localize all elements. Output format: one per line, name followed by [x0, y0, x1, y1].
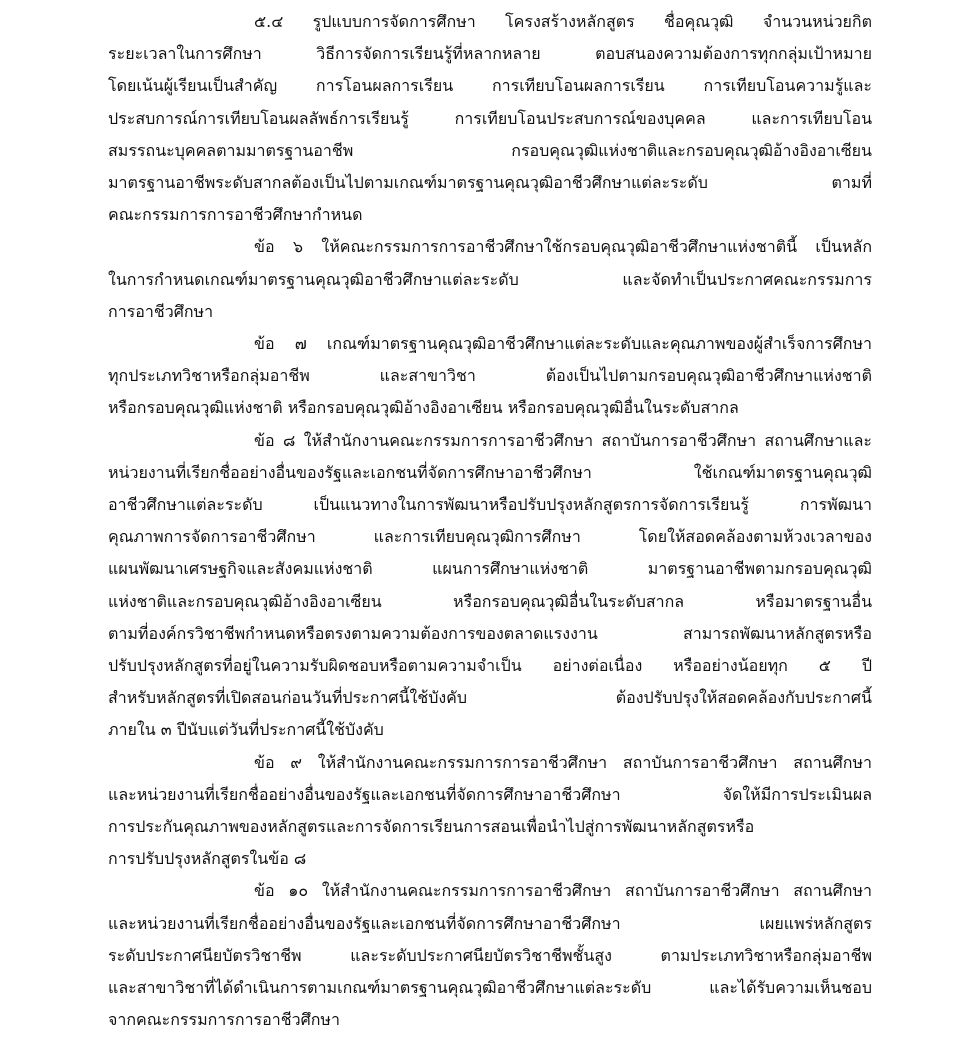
text-line: ข้อ ๑๐ ให้สำนักงานคณะกรรมการการอาชีวศึกษา สถาบันการอาชีวศึกษา สถานศึกษา	[254, 881, 872, 901]
text-line: ภายใน ๓ ปีนับแต่วันที่ประกาศนี้ใช้บังคับ	[108, 720, 384, 740]
text-line: ข้อ ๖ ให้คณะกรรมการการอาชีวศึกษาใช้กรอบคุณวุฒิอาชีวศึกษาแห่งชาตินี้ เป็นหลัก	[254, 237, 872, 257]
text-line: สำหรับหลักสูตรที่เปิดสอนก่อนวันที่ประกาศนี้ใช้บังคับ ต้องปรับปรุงให้สอดคล้องกับประกาศนี้	[108, 688, 872, 708]
paragraph-clause-10	[108, 875, 872, 1036]
text-line: มาตรฐานอาชีพระดับสากลต้องเป็นไปตามเกณฑ์มาตรฐานคุณวุฒิอาชีวศึกษาแต่ละระดับ ตามที่	[108, 173, 872, 193]
text-line: ปรับปรุงหลักสูตรที่อยู่ในความรับผิดชอบหรือตามความจำเป็น อย่างต่อเนื่อง หรืออย่างน้อยทุก ๕ ปี	[108, 656, 872, 676]
text-line: แห่งชาติและกรอบคุณวุฒิอ้างอิงอาเซียน หรือกรอบคุณวุฒิอื่นในระดับสากล หรือมาตรฐานอื่น	[108, 591, 872, 611]
text-line: และสาขาวิชาที่ได้ดำเนินการตามเกณฑ์มาตรฐานคุณวุฒิอาชีวศึกษาแต่ละระดับ และได้รับความเห็นชอบ	[108, 978, 872, 998]
text-line: หน่วยงานที่เรียกชื่ออย่างอื่นของรัฐและเอกชนที่จัดการศึกษาอาชีวศึกษา ใช้เกณฑ์มาตรฐานคุณวุฒิ	[108, 462, 872, 482]
paragraph-clause-7	[108, 328, 872, 425]
text-line: ตามที่องค์กรวิชาชีพกำหนดหรือตรงตามความต้องการของตลาดแรงงาน สามารถพัฒนาหลักสูตรหรือ	[108, 623, 872, 643]
text-line: คุณภาพการจัดการอาชีวศึกษา และการเทียบคุณวุฒิการศึกษา โดยให้สอดคล้องตามห้วงเวลาของ	[108, 527, 872, 547]
text-line: อาชีวศึกษาแต่ละระดับ เป็นแนวทางในการพัฒนาหรือปรับปรุงหลักสูตรการจัดการเรียนรู้ การพัฒนา	[108, 495, 872, 515]
paragraph-p-5-4	[108, 6, 872, 231]
text-line: ระยะเวลาในการศึกษา วิธีการจัดการเรียนรู้ที่หลากหลาย ตอบสนองความต้องการทุกกลุ่มเป้าหมาย	[108, 44, 872, 64]
text-line: ประสบการณ์การเทียบโอนผลลัพธ์การเรียนรู้ การเทียบโอนประสบการณ์ของบุคคล และการเทียบโอน	[108, 108, 872, 128]
paragraph-clause-6	[108, 231, 872, 328]
text-line: การอาชีวศึกษา	[108, 301, 214, 321]
text-line: ข้อ ๗ เกณฑ์มาตรฐานคุณวุฒิอาชีวศึกษาแต่ละระดับและคุณภาพของผู้สำเร็จการศึกษา	[254, 334, 872, 354]
text-line: ทุกประเภทวิชาหรือกลุ่มอาชีพ และสาขาวิชา ต้องเป็นไปตามกรอบคุณวุฒิอาชีวศึกษาแห่งชาติ	[108, 366, 872, 386]
text-line: คณะกรรมการการอาชีวศึกษากำหนด	[108, 205, 363, 225]
text-line: ข้อ ๙ ให้สำนักงานคณะกรรมการการอาชีวศึกษา สถาบันการอาชีวศึกษา สถานศึกษา	[254, 752, 872, 772]
text-line: การประกันคุณภาพของหลักสูตรและการจัดการเรียนการสอนเพื่อนำไปสู่การพัฒนาหลักสูตรหรือ	[108, 817, 755, 837]
text-line: ๕.๔ รูปแบบการจัดการศึกษา โครงสร้างหลักสูตร ชื่อคุณวุฒิ จำนวนหน่วยกิต	[254, 12, 872, 31]
text-line: ในการกำหนดเกณฑ์มาตรฐานคุณวุฒิอาชีวศึกษาแต่ละระดับ และจัดทำเป็นประกาศคณะกรรมการ	[108, 269, 872, 289]
text-line: จากคณะกรรมการการอาชีวศึกษา	[108, 1010, 340, 1030]
text-line: สมรรถนะบุคคลตามมาตรฐานอาชีพ กรอบคุณวุฒิแห่งชาติและกรอบคุณวุฒิอ้างอิงอาเซียน	[108, 140, 872, 160]
text-line: โดยเน้นผู้เรียนเป็นสำคัญ การโอนผลการเรียน การเทียบโอนผลการเรียน การเทียบโอนความรู้และ	[108, 76, 872, 96]
text-line: ข้อ ๘ ให้สำนักงานคณะกรรมการการอาชีวศึกษา สถาบันการอาชีวศึกษา สถานศึกษาและ	[254, 430, 872, 450]
paragraph-clause-9	[108, 747, 872, 876]
text-line: ระดับประกาศนียบัตรวิชาชีพ และระดับประกาศนียบัตรวิชาชีพชั้นสูง ตามประเภทวิชาหรือกลุ่มอาชีพ	[108, 945, 872, 965]
text-line: การปรับปรุงหลักสูตรในข้อ ๘	[108, 849, 307, 869]
text-line: หรือกรอบคุณวุฒิแห่งชาติ หรือกรอบคุณวุฒิอ้างอิงอาเซียน หรือกรอบคุณวุฒิอื่นในระดับสากล	[108, 398, 739, 418]
text-line: แผนพัฒนาเศรษฐกิจและสังคมแห่งชาติ แผนการศึกษาแห่งชาติ มาตรฐานอาชีพตามกรอบคุณวุฒิ	[108, 559, 872, 579]
text-line: และหน่วยงานที่เรียกชื่ออย่างอื่นของรัฐและเอกชนที่จัดการศึกษาอาชีวศึกษา จัดให้มีการประเมินผล	[108, 784, 872, 804]
document-body	[108, 6, 872, 1037]
paragraph-clause-8	[108, 425, 872, 747]
text-line: และหน่วยงานที่เรียกชื่ออย่างอื่นของรัฐและเอกชนที่จัดการศึกษาอาชีวศึกษา เผยแพร่หลักสูตร	[108, 913, 872, 933]
